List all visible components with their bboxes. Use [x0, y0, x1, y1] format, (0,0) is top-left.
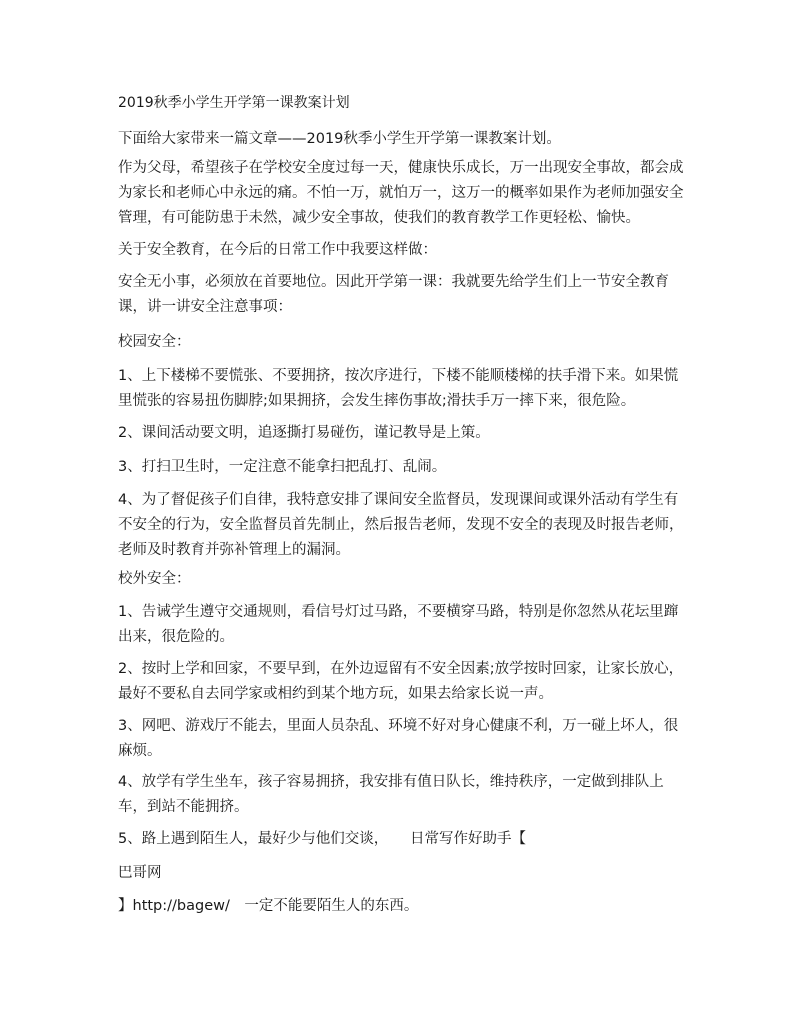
list-item-outside-1: 1、告诫学生遵守交通规则，看信号灯过马路，不要横穿马路，特别是你忽然从花坛里蹿出来，很危险的。 — [118, 604, 679, 645]
list-item-campus-3: 3、打扫卫生时，一定注意不能拿扫把乱打、乱闹。 — [118, 459, 447, 475]
list-item-campus-1: 1、上下楼梯不要慌张、不要拥挤，按次序进行，下楼不能顺楼梯的扶手滑下来。如果慌里慌张的容易扭伤脚脖;如果拥挤，会发生摔伤事故;滑扶手万一摔下来，很危险。 — [118, 368, 679, 409]
list-item-outside-5: 5、路上遇到陌生人，最好少与他们交谈， 日常写作好助手【 — [118, 831, 526, 847]
heading-campus-safety: 校园安全： — [118, 334, 191, 350]
list-item-outside-2: 2、按时上学和回家，不要早到，在外边逗留有不安全因素;放学按时回家，让家长放心，最好不要私自去同学家或相约到某个地方玩，如果去给家长说一声。 — [118, 661, 684, 702]
list-item-campus-4: 4、为了督促孩子们自律，我特意安排了课间安全监督员，发现课间或课外活动有学生有不安全的行为，安全监督员首先制止，然后报告老师，发现不安全的表现及时报告老师，老师及时教育并弥补管理上的漏洞。 — [118, 492, 684, 558]
list-item-campus-2: 2、课间活动要文明，追逐撕打易碰伤，谨记教导是上策。 — [118, 425, 490, 441]
paragraph-parents: 作为父母，希望孩子在学校安全度过每一天，健康快乐成长，万一出现安全事故，都会成为家长和老师心中永远的痛。不怕一万，就怕万一，这万一的概率如果作为老师加强安全管理，有可能防患于未然，减少安全事故，使我们的教育教学工作更轻松、愉快。 — [118, 160, 684, 226]
paragraph-intro: 下面给大家带来一篇文章——2019秋季小学生开学第一课教案计划。 — [118, 131, 561, 147]
document-title: 2019秋季小学生开学第一课教案计划 — [118, 95, 350, 111]
site-url-line: 】http://bagew/ 一定不能要陌生人的东西。 — [118, 898, 419, 914]
list-item-outside-3: 3、网吧、游戏厅不能去，里面人员杂乱、环境不好对身心健康不利，万一碰上坏人，很麻烦。 — [118, 718, 679, 759]
site-name: 巴哥网 — [118, 865, 162, 881]
paragraph-safety-plan: 关于安全教育，在今后的日常工作中我要这样做： — [118, 242, 437, 258]
list-item-outside-4: 4、放学有学生坐车，孩子容易拥挤，我安排有值日队长，维持秩序，一定做到排队上车，到站不能拥挤。 — [118, 774, 664, 815]
paragraph-first-lesson: 安全无小事，必须放在首要地位。因此开学第一课：我就要先给学生们上一节安全教育课，讲一讲安全注意事项： — [118, 274, 669, 315]
heading-outside-safety: 校外安全： — [118, 571, 191, 587]
